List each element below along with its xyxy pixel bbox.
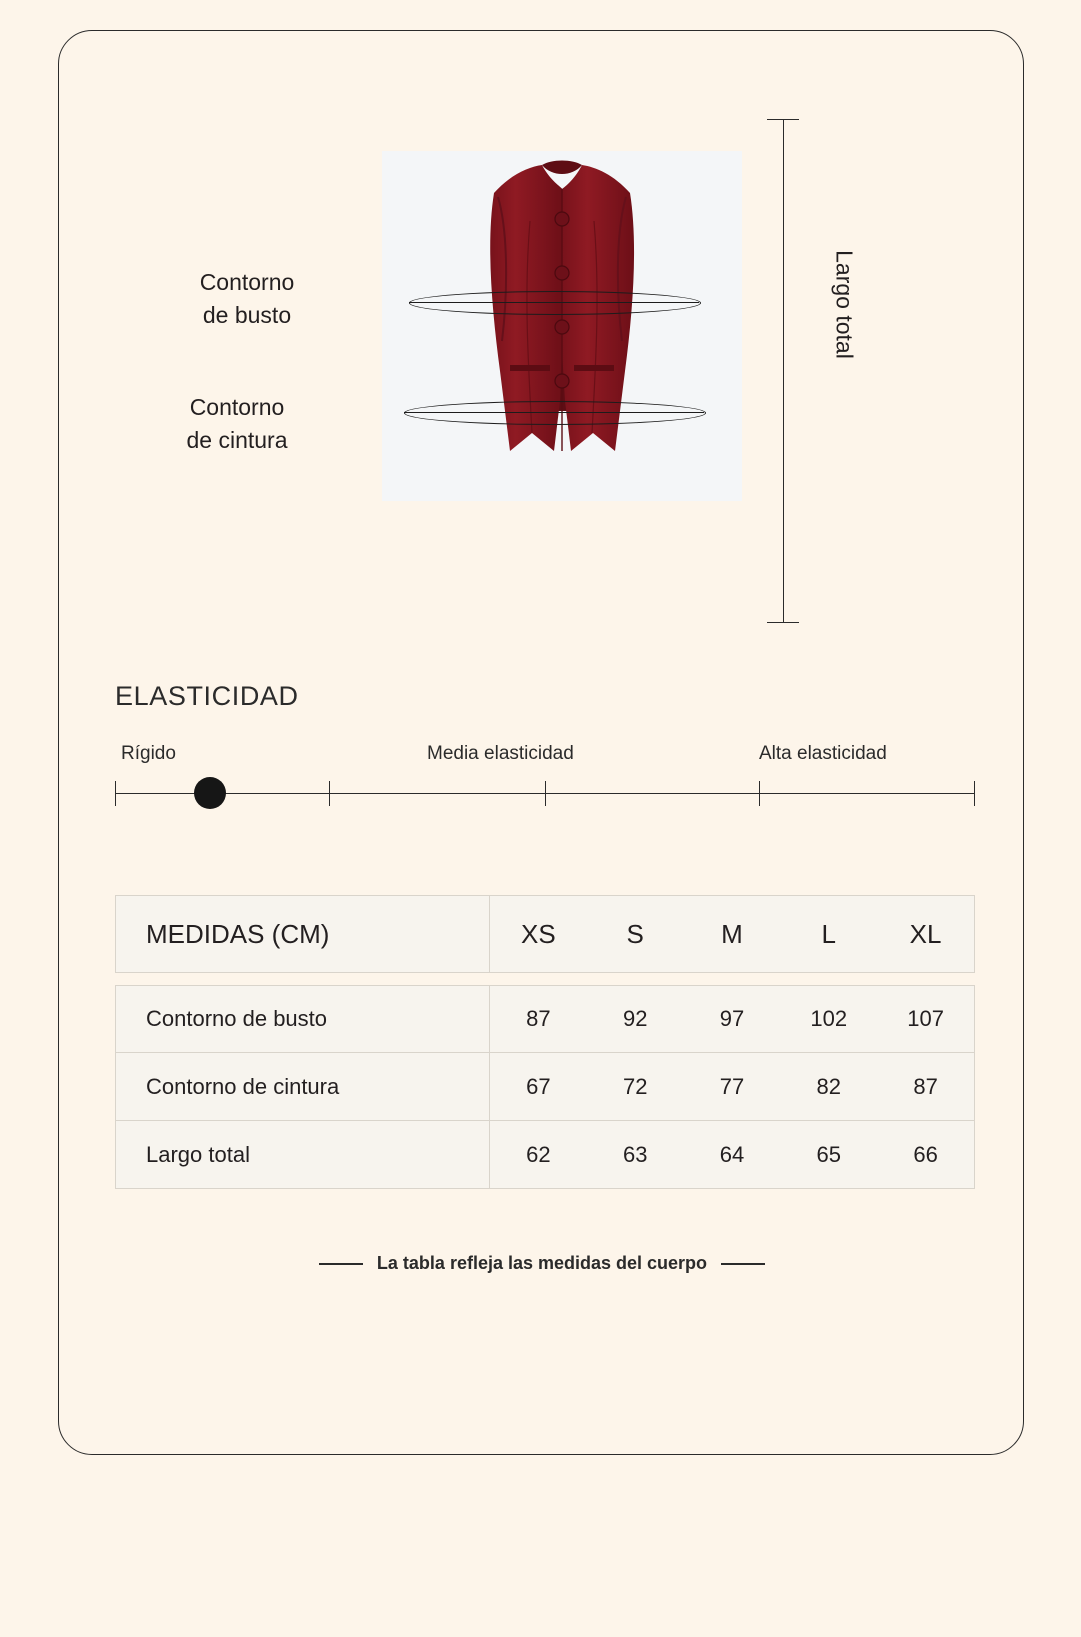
total-length-cap-bottom	[767, 622, 799, 623]
waist-s: 72	[622, 1073, 648, 1099]
elasticity-label-high: Alta elasticidad	[759, 743, 887, 764]
waist-measure-line	[404, 412, 704, 413]
waist-measure-ellipse	[404, 401, 706, 425]
row-label-waist: Contorno de cintura	[116, 1053, 490, 1120]
bust-measure-ellipse	[409, 291, 701, 315]
elasticity-tick-2	[545, 781, 546, 806]
elasticity-tick-end	[974, 781, 975, 806]
footnote-rule-left	[319, 1263, 363, 1265]
length-xl: 66	[913, 1141, 938, 1167]
table-row	[115, 985, 975, 1053]
size-m: M	[721, 918, 743, 949]
waist-l: 82	[816, 1073, 842, 1099]
bust-s: 92	[622, 1006, 648, 1031]
total-length-bar	[783, 119, 784, 622]
bust-label	[147, 266, 347, 332]
vest-illustration	[382, 151, 742, 501]
footnote-text: La tabla refleja las medidas del cuerpo	[376, 1253, 708, 1273]
table-header-sizes	[490, 896, 974, 972]
length-l: 65	[816, 1141, 842, 1167]
elasticity-tick-3	[759, 781, 760, 806]
elasticity-selected-marker[interactable]	[194, 777, 226, 809]
bust-label-line1: Contorno	[199, 269, 295, 295]
size-s: S	[626, 918, 644, 949]
bust-l: 102	[810, 1006, 848, 1031]
length-s: 63	[622, 1141, 648, 1167]
table-row	[115, 1053, 975, 1121]
row-values-bust	[490, 986, 974, 1052]
bust-xs: 87	[526, 1006, 551, 1031]
waist-xl: 87	[913, 1073, 938, 1099]
row-label-bust: Contorno de busto	[116, 986, 490, 1052]
footnote	[59, 1253, 1025, 1274]
elasticity-tick-start	[115, 781, 116, 806]
elasticity-label-medium: Media elasticidad	[427, 743, 574, 764]
elasticity-label-rigid: Rígido	[121, 743, 176, 764]
bust-measure-line	[409, 302, 699, 303]
size-xs: XS	[521, 918, 556, 949]
bust-m: 97	[719, 1006, 745, 1031]
table-header-row	[115, 895, 975, 973]
size-l: L	[821, 918, 837, 949]
row-values-waist	[490, 1053, 974, 1120]
table-header-label: MEDIDAS (CM)	[116, 896, 490, 972]
garment-diagram	[59, 31, 1025, 671]
footnote-rule-right	[721, 1263, 765, 1265]
length-m: 64	[719, 1141, 745, 1167]
waist-m: 77	[719, 1073, 745, 1099]
size-guide-card	[58, 30, 1024, 1455]
table-row	[115, 1121, 975, 1189]
length-xs: 62	[526, 1141, 551, 1167]
length-label: Largo total	[831, 250, 858, 359]
row-label-length: Largo total	[116, 1121, 490, 1188]
waist-label-line2: de cintura	[186, 427, 288, 453]
row-values-length	[490, 1121, 974, 1188]
bust-label-line2: de busto	[202, 302, 292, 328]
waist-label	[137, 391, 337, 457]
measurements-table	[115, 895, 975, 1189]
bust-xl: 107	[907, 1006, 944, 1031]
elasticity-tick-1	[329, 781, 330, 806]
total-length-cap-top	[767, 119, 799, 120]
size-xl: XL	[909, 918, 942, 949]
waist-label-line1: Contorno	[189, 394, 285, 420]
waist-xs: 67	[526, 1073, 551, 1099]
elasticity-title: ELASTICIDAD	[115, 681, 299, 711]
